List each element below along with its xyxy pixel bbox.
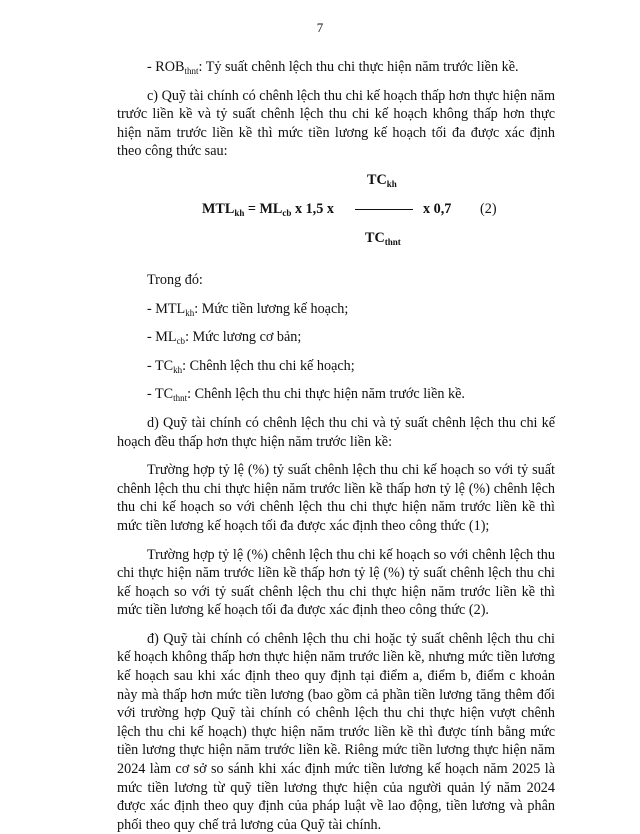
formula-numerator: $TC_{kh}$ [367, 171, 397, 189]
def-text: : Mức lương cơ bản; [185, 329, 302, 346]
definition-rob [117, 58, 555, 77]
formula-tail: x 0,7 [423, 200, 452, 217]
def-term: - ML [147, 329, 177, 346]
trong-do-label: Trong đó: [147, 271, 203, 288]
paragraph-d: d) Quỹ tài chính có chênh lệch thu chi và tỷ suất chênh lệch thu chi kế hoạch đều thấp hơn thực hiện năm trước liền kề: [117, 414, 555, 450]
def-term: - TC [147, 386, 174, 403]
def-text: : Chênh lệch thu chi kế hoạch; [182, 357, 355, 374]
paragraph-c: c) Quỹ tài chính có chênh lệch thu chi kế hoạch thấp hơn thực hiện năm trước liền kề và tỷ suất chênh lệch thu chi kế hoạch không thấp hơn thực hiện năm trước liền kề thì mức tiền lương kế hoạch tối đa được xác định theo công thức sau: [117, 87, 555, 160]
definition-item [117, 328, 555, 347]
def-text: : Mức tiền lương kế hoạch; [194, 300, 349, 317]
def-term: - TC [147, 357, 174, 374]
fraction-bar [355, 209, 413, 210]
document-body [117, 58, 555, 834]
paragraph-d-case-1: Trường hợp tỷ lệ (%) tỷ suất chênh lệch thu chi kế hoạch so với tỷ suất chênh lệch thu chi thực hiện năm trước liền kề thấp hơn tỷ lệ (%) chênh lệch thu chi kế hoạch so với chênh lệch thu chi thực hiện năm trước liền kề thì mức tiền lương kế hoạch tối đa được xác định theo công thức (1); [117, 462, 555, 534]
definition-item [117, 385, 555, 404]
def-subscript: kh [185, 307, 195, 318]
def-term: - ROB [147, 59, 185, 75]
def-subscript: cb [176, 336, 186, 347]
def-text: : Tỷ suất chênh lệch thu chi thực hiện năm trước liền kề. [198, 59, 519, 75]
formula-2 [117, 171, 555, 267]
formula-lhs: $MTL_{kh} = ML_{cb}$ x 1,5 x [202, 200, 334, 218]
def-text: : Chênh lệch thu chi thực hiện năm trước liền kề. [187, 386, 465, 403]
page-number: 7 [316, 20, 324, 35]
paragraph-d-case-2: Trường hợp tỷ lệ (%) chênh lệch thu chi kế hoạch so với chênh lệch thu chi thực hiện năm trước liền kề thấp hơn tỷ lệ (%) tỷ suất chênh lệch thu chi kế hoạch so với tỷ suất chênh lệch thu chi thực hiện năm trước liền kề thì mức tiền lương kế hoạch tối đa được xác định theo công thức (2). [117, 546, 555, 619]
definition-item [117, 300, 555, 319]
paragraph-dd: đ) Quỹ tài chính có chênh lệch thu chi hoặc tỷ suất chênh lệch thu chi kế hoạch không thấp hơn thực hiện năm trước liền kề, nhưng mức tiền lương kế hoạch sau khi xác định theo quy định tại điểm a, điểm b, điểm c khoản này mà thấp hơn mức tiền lương (bao gồm cả phần tiền lương tăng thêm đối với trường hợp Quỹ tài chính có chênh lệch thu chi thực hiện vượt chênh lệch thu chi kế hoạch) thực hiện năm trước liền kề thì được tính bằng mức tiền lương thực hiện năm trước liền kề. Riêng mức tiền lương thực hiện năm 2024 làm cơ sở so sánh khi xác định mức tiền lương kế hoạch năm 2025 là mức tiền lương từ quỹ tiền lương thực hiện của người quản lý năm 2024 được xác định theo quy định của pháp luật về lao động, tiền lương và phân phối theo quy chế trả lương của Quỹ tài chính. [117, 630, 555, 833]
equation-number: (2) [480, 200, 497, 217]
definition-item [117, 357, 555, 376]
def-subscript: thnt [173, 393, 188, 404]
def-term: - MTL [147, 300, 186, 317]
formula-denominator: $TC_{thnt}$ [365, 229, 401, 247]
def-subscript: kh [173, 364, 183, 375]
def-subscript: thnt [184, 66, 199, 76]
